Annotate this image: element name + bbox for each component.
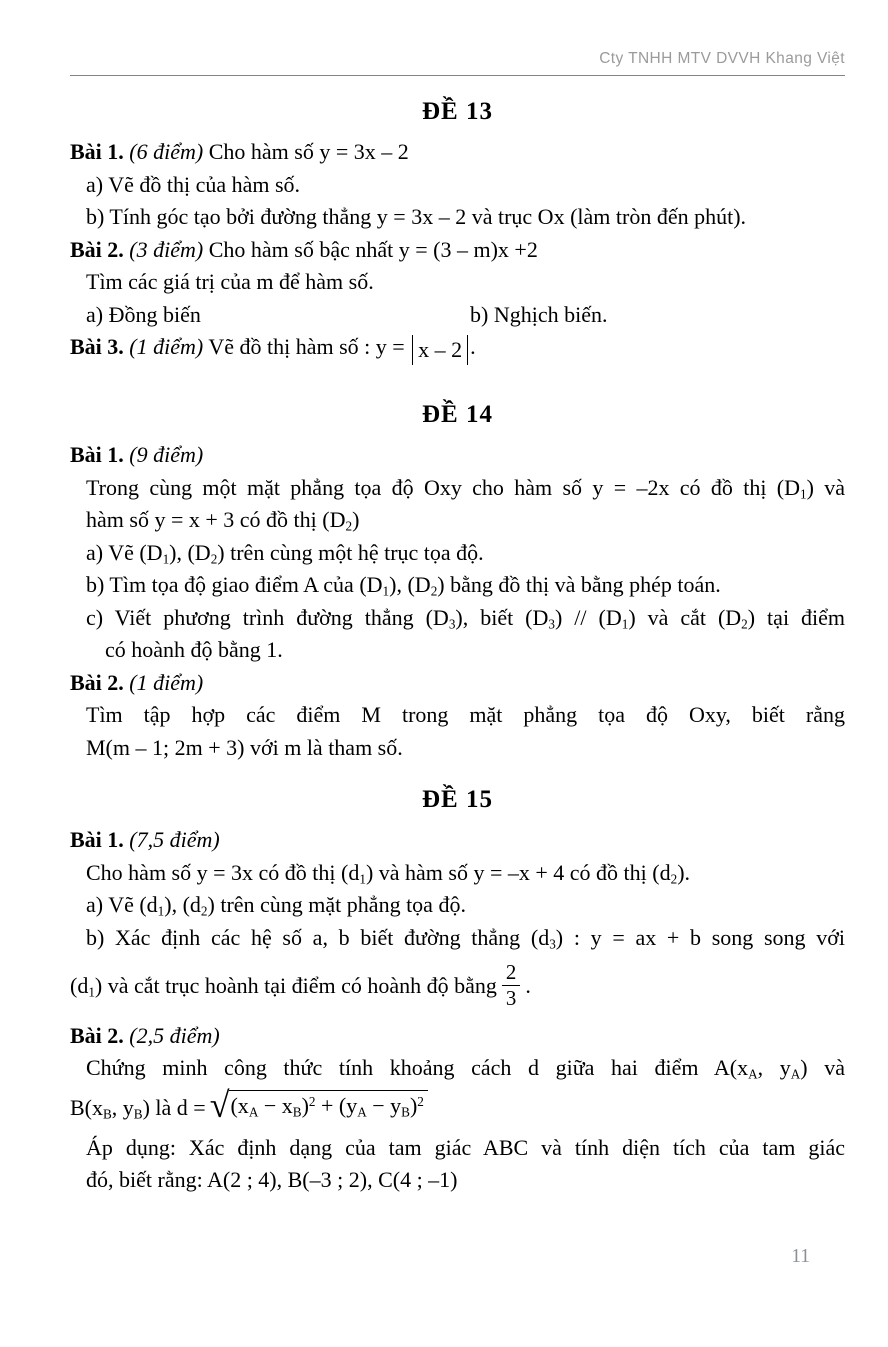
problem-paragraph: M(m – 1; 2m + 3) với m là tham số. — [86, 734, 403, 760]
problem-points: (1 điểm) — [129, 334, 204, 359]
problem-paragraph: đó, biết rằng: A(2 ; 4), B(–3 ; 2), C(4 ; –1) — [86, 1167, 458, 1193]
problem-header — [70, 824, 845, 857]
problem-paragraph: Cho hàm số y = 3x có đồ thị $(d_1)$ và hàm số y = –x + 4 có đồ thị $(d_2)$. — [86, 859, 691, 886]
problem-label: Bài 2. — [70, 236, 124, 262]
problem-points: (6 điểm) — [129, 139, 204, 164]
problem-text: Vẽ đồ thị hàm số : y = — [208, 334, 405, 359]
page-content — [70, 88, 845, 1197]
problem-paragraph: hàm số y = x + 3 có đồ thị $(D_2)$ — [86, 507, 360, 534]
problem-label: Bài 1. — [70, 139, 124, 164]
formula-line — [70, 1085, 845, 1132]
list-item: b) Tính góc tạo bởi đường thẳng y = 3x – 2 và trục Ox (làm tròn đến phút). — [86, 204, 747, 229]
list-item-continuation — [70, 954, 845, 1020]
problem-points: (2,5 điểm) — [129, 1022, 220, 1048]
problem-label: Bài 2. — [70, 1022, 124, 1048]
problem-header — [70, 136, 845, 169]
section-de-15 — [70, 782, 845, 1197]
problem-header — [70, 1020, 845, 1053]
problem-paragraph: Tìm tập hợp các điểm M trong mặt phẳng tọa độ Oxy, biết rằng — [86, 702, 845, 727]
problem-points: (1 điểm) — [129, 669, 204, 695]
page-number: 11 — [791, 1246, 810, 1267]
problem-header — [70, 331, 845, 365]
problem-paragraph: Trong cùng một mặt phẳng tọa độ Oxy cho hàm số y = –2x có đồ thị $(D_1)$ và — [86, 474, 846, 501]
list-item: c) Viết phương trình đường thẳng $(D_3)$, biết $(D_3) // (D_1)$ và cắt $(D_2)$ tại điểm — [86, 604, 846, 631]
fraction-denominator: 3 — [505, 986, 517, 1011]
company-name: Cty TNHH MTV DVVH Khang Việt — [599, 50, 845, 67]
absolute-value-expression: x – 2 — [412, 335, 468, 365]
problem-points: (3 điểm) — [129, 236, 204, 262]
continuation-text: . — [525, 972, 531, 998]
two-column-row — [70, 299, 845, 332]
section-title: ĐỀ 15 — [422, 786, 493, 813]
list-item: a) Vẽ đồ thị của hàm số. — [86, 171, 301, 197]
section-title: ĐỀ 14 — [422, 401, 493, 428]
section-title: ĐỀ 13 — [422, 98, 493, 125]
list-item: a) Vẽ $(D_1)$, $(D_2)$ trên cùng một hệ trục tọa độ. — [86, 539, 484, 566]
problem-header — [70, 667, 845, 700]
header-rule — [70, 75, 845, 76]
list-item: b) Tìm tọa độ giao điểm A của $(D_1)$, $(D_2)$ bằng đồ thị và bằng phép toán. — [86, 572, 721, 599]
list-item: a) Đồng biến — [86, 301, 201, 327]
problem-label: Bài 2. — [70, 669, 124, 695]
problem-points: (7,5 điểm) — [129, 827, 220, 852]
continuation-text: $(d_1)$ và cắt trục hoành tại điểm có hoành độ bằng — [70, 972, 497, 1000]
fraction — [502, 961, 520, 1011]
problem-points: (9 điểm) — [129, 442, 204, 467]
problem-paragraph: Tìm các giá trị của m để hàm số. — [86, 269, 374, 294]
radical-sign: √ — [209, 1084, 230, 1125]
formula-text: $B(x_B$, $y_B$) là d = — [70, 1094, 206, 1122]
problem-label: Bài 1. — [70, 442, 124, 467]
problem-text: . — [470, 334, 476, 359]
list-item-continuation: có hoành độ bằng 1. — [105, 637, 283, 662]
problem-header — [70, 439, 845, 472]
problem-text: Cho hàm số y = 3x – 2 — [208, 139, 409, 164]
problem-paragraph: Chứng minh công thức tính khoảng cách d giữa hai điểm $A(x_A$, $y_A$) và — [86, 1055, 846, 1082]
list-item: b) Xác định các hệ số a, b biết đường thẳng $(d_3)$ : y = ax + b song song với — [86, 924, 845, 951]
problem-header — [70, 234, 845, 267]
radicand: $(x_A - x_B)^2 + (y_A - y_B)^2$ — [229, 1090, 427, 1119]
problem-text: Cho hàm số bậc nhất y = (3 – m)x +2 — [208, 236, 538, 262]
section-de-13 — [70, 94, 845, 365]
list-item: a) Vẽ $(d_1)$, $(d_2)$ trên cùng mặt phẳng tọa độ. — [86, 892, 466, 919]
list-item: b) Nghịch biến. — [470, 301, 608, 327]
problem-label: Bài 1. — [70, 827, 124, 852]
problem-paragraph: Áp dụng: Xác định dạng của tam giác ABC và tính diện tích của tam giác — [86, 1134, 845, 1160]
section-de-14 — [70, 397, 845, 764]
page-header — [70, 50, 845, 68]
square-root-expression — [209, 1084, 428, 1126]
problem-label: Bài 3. — [70, 334, 124, 359]
fraction-numerator: 2 — [502, 961, 520, 986]
